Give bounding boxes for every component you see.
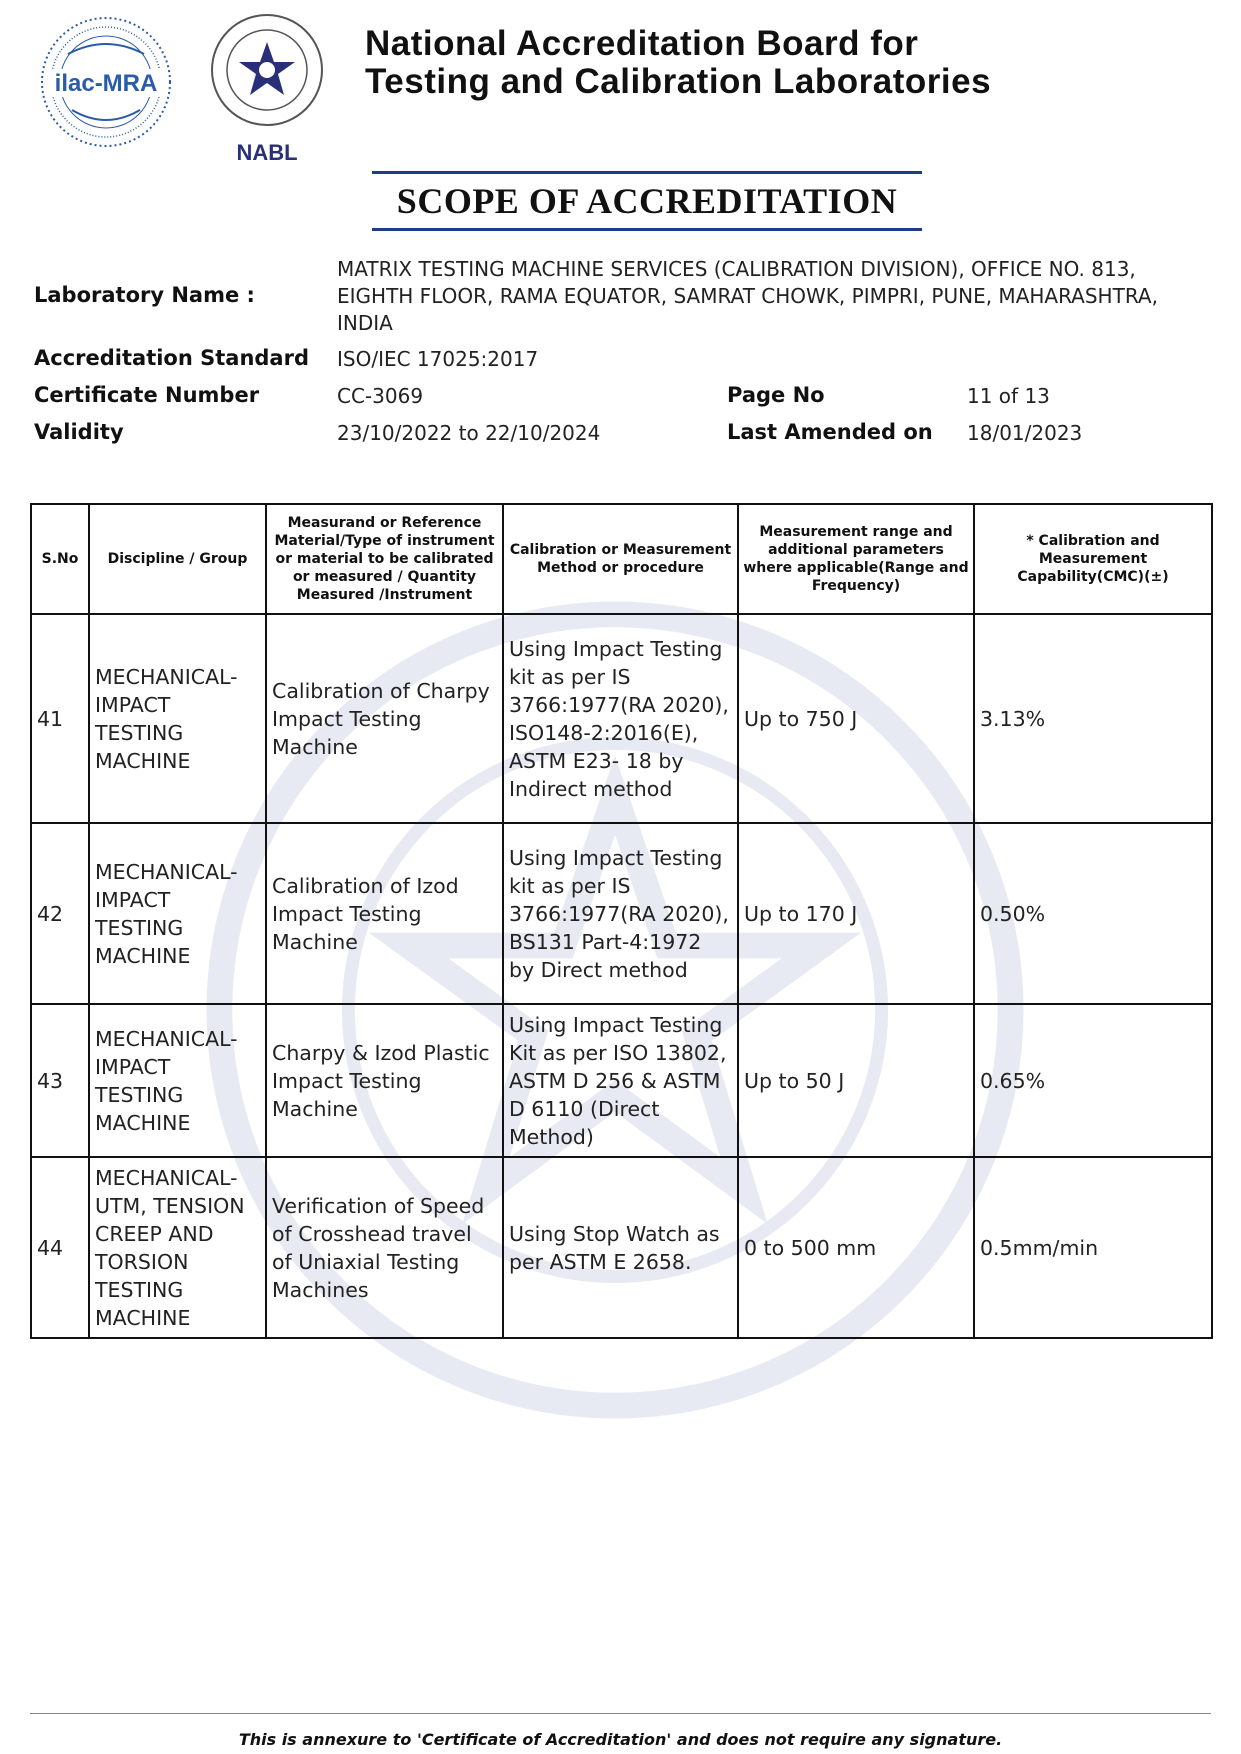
page-number-label: Page No [727, 383, 825, 407]
col-header-measurand: Measurand or Reference Material/Type of instrument or material to be calibrated or measured / Quantity Measured /Instrument [266, 504, 503, 614]
lab-name-line1: MATRIX TESTING MACHINE SERVICES (CALIBRATION DIVISION), OFFICE NO. 813, [337, 257, 1136, 281]
cell-cmc: 0.50% [974, 823, 1212, 1004]
certificate-number-label: Certificate Number [34, 383, 260, 407]
table-row [31, 823, 1212, 1004]
organization-title-line2: Testing and Calibration Laboratories [365, 62, 992, 101]
cell-cmc: 3.13% [974, 614, 1212, 823]
cell-range: Up to 750 J [738, 614, 974, 823]
footer-note: This is annexure to 'Certificate of Accreditation' and does not require any signature. [238, 1730, 1003, 1749]
standard-label: Accreditation Standard [34, 346, 309, 370]
last-amended-value: 18/01/2023 [967, 421, 1083, 445]
cell-method: Using Impact Testing Kit as per ISO 13802, ASTM D 256 & ASTM D 6110 (Direct Method) [503, 1004, 738, 1157]
cell-sno: 41 [31, 614, 89, 823]
col-header-method: Calibration or Measurement Method or procedure [503, 504, 738, 614]
svg-text:ilac-MRA: ilac-MRA [54, 70, 158, 97]
cell-measurand: Verification of Speed of Crosshead travel of Uniaxial Testing Machines [266, 1157, 503, 1338]
page-header [0, 0, 1241, 240]
cell-range: Up to 170 J [738, 823, 974, 1004]
cell-discipline: MECHANICAL- UTM, TENSION CREEP AND TORSION TESTING MACHINE [89, 1157, 266, 1338]
validity-value: 23/10/2022 to 22/10/2024 [337, 421, 601, 445]
scope-table [30, 503, 1213, 1339]
cell-measurand: Calibration of Charpy Impact Testing Machine [266, 614, 503, 823]
cell-method: Using Impact Testing kit as per IS 3766:1977(RA 2020), ISO148-2:2016(E), ASTM E23- 18 by Indirect method [503, 614, 738, 823]
cell-range: Up to 50 J [738, 1004, 974, 1157]
last-amended-label: Last Amended on [727, 420, 933, 444]
table-row [31, 614, 1212, 823]
certificate-number-value: CC-3069 [337, 384, 424, 408]
nabl-logo [205, 10, 330, 170]
cell-sno: 44 [31, 1157, 89, 1338]
cell-sno: 42 [31, 823, 89, 1004]
lab-name-label: Laboratory Name : [34, 283, 255, 307]
cell-cmc: 0.5mm/min [974, 1157, 1212, 1338]
organization-title-line1: National Accreditation Board for [365, 24, 919, 63]
col-header-sno: S.No [31, 504, 89, 614]
organization-title [365, 25, 991, 101]
ilac-mra-logo [38, 14, 174, 150]
cell-discipline: MECHANICAL- IMPACT TESTING MACHINE [89, 1004, 266, 1157]
cell-method: Using Stop Watch as per ASTM E 2658. [503, 1157, 738, 1338]
cell-cmc: 0.65% [974, 1004, 1212, 1157]
lab-name-line3: INDIA [337, 311, 393, 335]
validity-label: Validity [34, 420, 124, 444]
lab-name-value [337, 256, 1158, 337]
svg-text:NABL: NABL [236, 140, 298, 165]
col-header-range: Measurement range and additional parameters where applicable(Range and Frequency) [738, 504, 974, 614]
cell-discipline: MECHANICAL- IMPACT TESTING MACHINE [89, 823, 266, 1004]
cell-range: 0 to 500 mm [738, 1157, 974, 1338]
cell-measurand: Calibration of Izod Impact Testing Machine [266, 823, 503, 1004]
table-header-row [31, 504, 1212, 614]
page-number-value: 11 of 13 [967, 384, 1050, 408]
cell-measurand: Charpy & Izod Plastic Impact Testing Machine [266, 1004, 503, 1157]
cell-sno: 43 [31, 1004, 89, 1157]
standard-value: ISO/IEC 17025:2017 [337, 347, 539, 371]
col-header-cmc: * Calibration and Measurement Capability(CMC)(±) [974, 504, 1212, 614]
scope-title: SCOPE OF ACCREDITATION [372, 171, 922, 231]
table-row [31, 1004, 1212, 1157]
cell-method: Using Impact Testing kit as per IS 3766:1977(RA 2020), BS131 Part-4:1972 by Direct method [503, 823, 738, 1004]
lab-name-line2: EIGHTH FLOOR, RAMA EQUATOR, SAMRAT CHOWK, PIMPRI, PUNE, MAHARASHTRA, [337, 284, 1158, 308]
col-header-discipline: Discipline / Group [89, 504, 266, 614]
cell-discipline: MECHANICAL- IMPACT TESTING MACHINE [89, 614, 266, 823]
footer-divider [30, 1713, 1211, 1714]
table-row [31, 1157, 1212, 1338]
